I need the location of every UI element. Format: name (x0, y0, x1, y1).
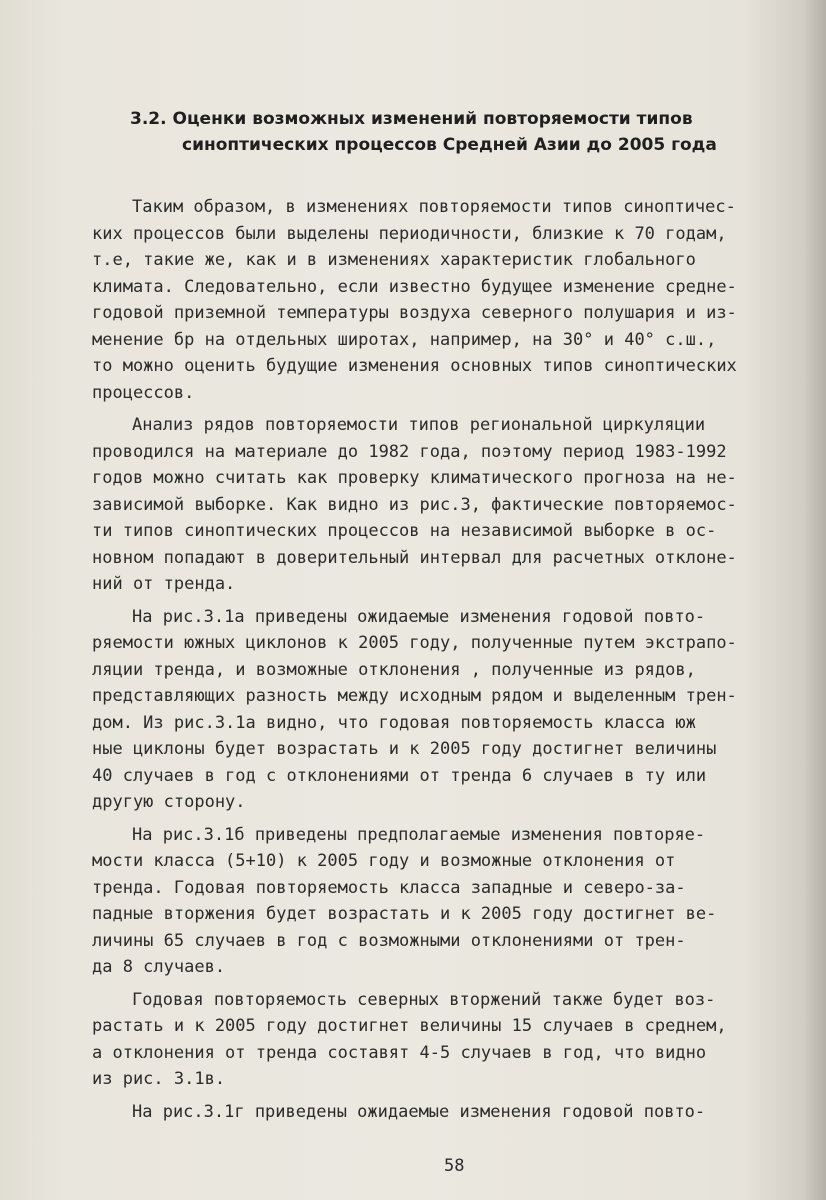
text-line: представляющих разность между исходным рядом и выделенным трен- (92, 686, 737, 706)
paragraph (92, 987, 792, 1093)
text-line: ные циклоны будет возрастать и к 2005 году достигнет величины (92, 739, 717, 759)
text-line: На рис.3.1б приведены предполагаемые изменения повторяе- (132, 824, 706, 845)
text-line: проводился на материале до 1982 года, поэтому период 1983-1992 (92, 441, 727, 462)
document-body (92, 194, 792, 1131)
text-line: новном попадают в доверительный интервал для расчетных отклоне- (92, 547, 737, 568)
paragraph (92, 194, 792, 406)
text-line: годовой приземной температуры воздуха северного полушария и из- (92, 303, 737, 323)
heading-line-1: 3.2. Оценки возможных изменений повторяемости типов (130, 109, 693, 129)
section-heading (120, 106, 760, 158)
text-line: ряемости южных циклонов к 2005 году, полученные путем экстрапо- (92, 633, 737, 653)
text-line: ких процессов были выделены периодичности, близкие к 70 годам, (92, 223, 727, 244)
text-line: дом. Из рис.3.1а видно, что годовая повторяемость класса юж (92, 712, 696, 733)
paragraph (92, 604, 792, 816)
text-line: Таким образом, в изменениях повторяемости типов синоптичес- (132, 197, 736, 217)
text-line: 40 случаев в год с отклонениями от тренда 6 случаев в ту или (92, 765, 707, 786)
text-line: другую сторону. (92, 792, 246, 812)
text-line: процессов. (92, 382, 195, 403)
text-line: из рис. 3.1в. (92, 1069, 226, 1089)
text-line: то можно оценить будущие изменения основных типов синоптических (92, 356, 737, 376)
paragraph (92, 1099, 792, 1126)
text-line: ти типов синоптических процессов на независимой выборке в ос- (92, 521, 717, 541)
text-line: ляции тренда, и возможные отклонения , полученные из рядов, (92, 659, 696, 680)
text-line: да 8 случаев. (92, 957, 226, 977)
text-line: годов можно считать как проверку климатического прогноза на не- (92, 468, 737, 488)
text-line: мости класса (5+10) к 2005 году и возможные отклонения от (92, 851, 676, 871)
text-line: растать и к 2005 году достигнет величины 15 случаев в среднем, (92, 1016, 727, 1036)
text-line: тренда. Годовая повторяемость класса западные и северо-за- (92, 877, 686, 898)
text-line: ний от тренда. (92, 574, 236, 594)
text-line: На рис.3.1г приведены ожидаемые изменения годовой повто- (132, 1101, 706, 1122)
text-line: а отклонения от тренда составят 4-5 случаев в год, что видно (92, 1042, 707, 1063)
text-line: менение бр на отдельных широтах, например, на 30° и 40° с.ш., (92, 329, 717, 350)
page-number: 58 (444, 1156, 465, 1176)
text-line: зависимой выборке. Как видно из рис.3, фактические повторяемос- (92, 494, 737, 515)
paragraph (92, 822, 792, 981)
paragraph (92, 412, 792, 598)
text-line: т.е, такие же, как и в изменениях характеристик глобального (92, 250, 696, 270)
text-line: климата. Следовательно, если известно будущее изменение средне- (92, 276, 737, 297)
heading-line-2: синоптических процессов Средней Азии до 2005 года (182, 135, 717, 155)
text-line: Годовая повторяемость северных вторжений также будет воз- (132, 989, 716, 1010)
text-line: Анализ рядов повторяемости типов региональной циркуляции (132, 415, 706, 435)
text-line: личины 65 случаев в год с возможными отклонениями от трен- (92, 930, 686, 951)
text-line: падные вторжения будет возрастать и к 2005 году достигнет ве- (92, 904, 717, 924)
text-line: На рис.3.1а приведены ожидаемые изменения годовой повто- (132, 606, 706, 627)
